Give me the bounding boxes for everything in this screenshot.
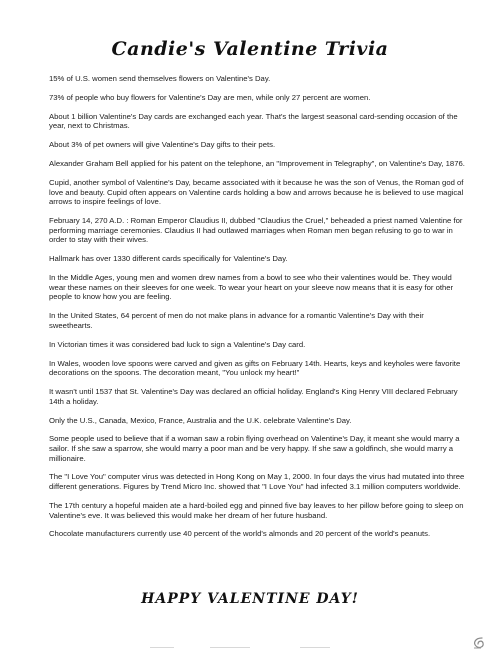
trivia-fact: The "I Love You" computer virus was detected in Hong Kong on May 1, 2000. In four days the virus had mutated into three different generations. Figures by Trend Micro Inc. showed that "I Love You" had infected 3.1 million computers worldwide. (49, 472, 465, 492)
trivia-fact: In the Middle Ages, young men and women drew names from a bowl to see who their valentines would be. They would wear these names on their sleeves for one week. To wear your heart on your sleeve now means that it is easy for other people to know how you are feeling. (49, 273, 454, 302)
scan-artifact-line (300, 647, 330, 648)
trivia-fact: About 1 billion Valentine's Day cards are exchanged each year. That's the largest seasonal card-sending occasion of the year, next to Christmas. (49, 111, 458, 131)
trivia-fact: The 17th century a hopeful maiden ate a hard-boiled egg and pinned five bay leaves to her pillow before going to sleep on Valentine's eve. It was believed this would make her dream of her future husband. (49, 500, 464, 520)
trivia-fact: In Victorian times it was considered bad luck to sign a Valentine's Day card. (49, 339, 306, 349)
trivia-fact: Some people used to believe that if a woman saw a robin flying overhead on Valentine's Day, it meant she would marry a sailor. If she saw a sparrow, she would marry a poor man and be very happy. If she saw a goldfinch, she would marry a millionaire. (49, 434, 460, 463)
page-curl-icon (470, 635, 486, 651)
trivia-fact: In the United States, 64 percent of men do not make plans in advance for a romantic Valentine's Day with their sweethearts. (49, 311, 424, 330)
trivia-fact: About 3% of pet owners will give Valentine's Day gifts to their pets. (49, 140, 276, 150)
trivia-fact: Alexander Graham Bell applied for his patent on the telephone, an "Improvement in Telegraphy", on Valentine's Day, 1876. (49, 159, 465, 169)
trivia-fact: 15% of U.S. women send themselves flowers on Valentine's Day. (49, 74, 271, 83)
trivia-fact: In Wales, wooden love spoons were carved and given as gifts on February 14th. Hearts, keys and keyholes were favorite decorations on the spoons. The decoration meant, "You unlock my heart!" (49, 358, 461, 378)
trivia-fact: Only the U.S., Canada, Mexico, France, Australia and the U.K. celebrate Valentine's Day. (49, 415, 352, 425)
scan-artifact-line (210, 647, 250, 648)
trivia-fact: It wasn't until 1537 that St. Valentine's Day was declared an official holiday. England's King Henry VIII declared February 14th a holiday. (49, 387, 458, 406)
trivia-fact: February 14, 270 A.D. : Roman Emperor Claudius II, dubbed "Claudius the Cruel," beheaded a priest named Valentine for performing marriage ceremonies. Claudius II had outlawed marriages when Roman men began refusing to go to war in order to stay with their wives. (49, 216, 463, 245)
closing-greeting: HAPPY VALENTINE DAY! (141, 591, 359, 607)
trivia-fact: Chocolate manufacturers currently use 40 percent of the world's almonds and 20 percent of the world's peanuts. (49, 529, 431, 539)
trivia-fact: 73% of people who buy flowers for Valentine's Day are men, while only 27 percent are women. (49, 92, 371, 102)
trivia-fact: Cupid, another symbol of Valentine's Day, became associated with it because he was the son of Venus, the Roman god of love and beauty. Cupid often appears on Valentine cards holding a bow and arrows because he is believed to use magical arrows to inspire feelings of love. (49, 178, 464, 207)
page-title: Candie's Valentine Trivia (111, 38, 389, 60)
trivia-fact: Hallmark has over 1330 different cards specifically for Valentine's Day. (49, 254, 288, 264)
scan-artifact-line (150, 647, 174, 648)
trivia-list (49, 74, 467, 548)
